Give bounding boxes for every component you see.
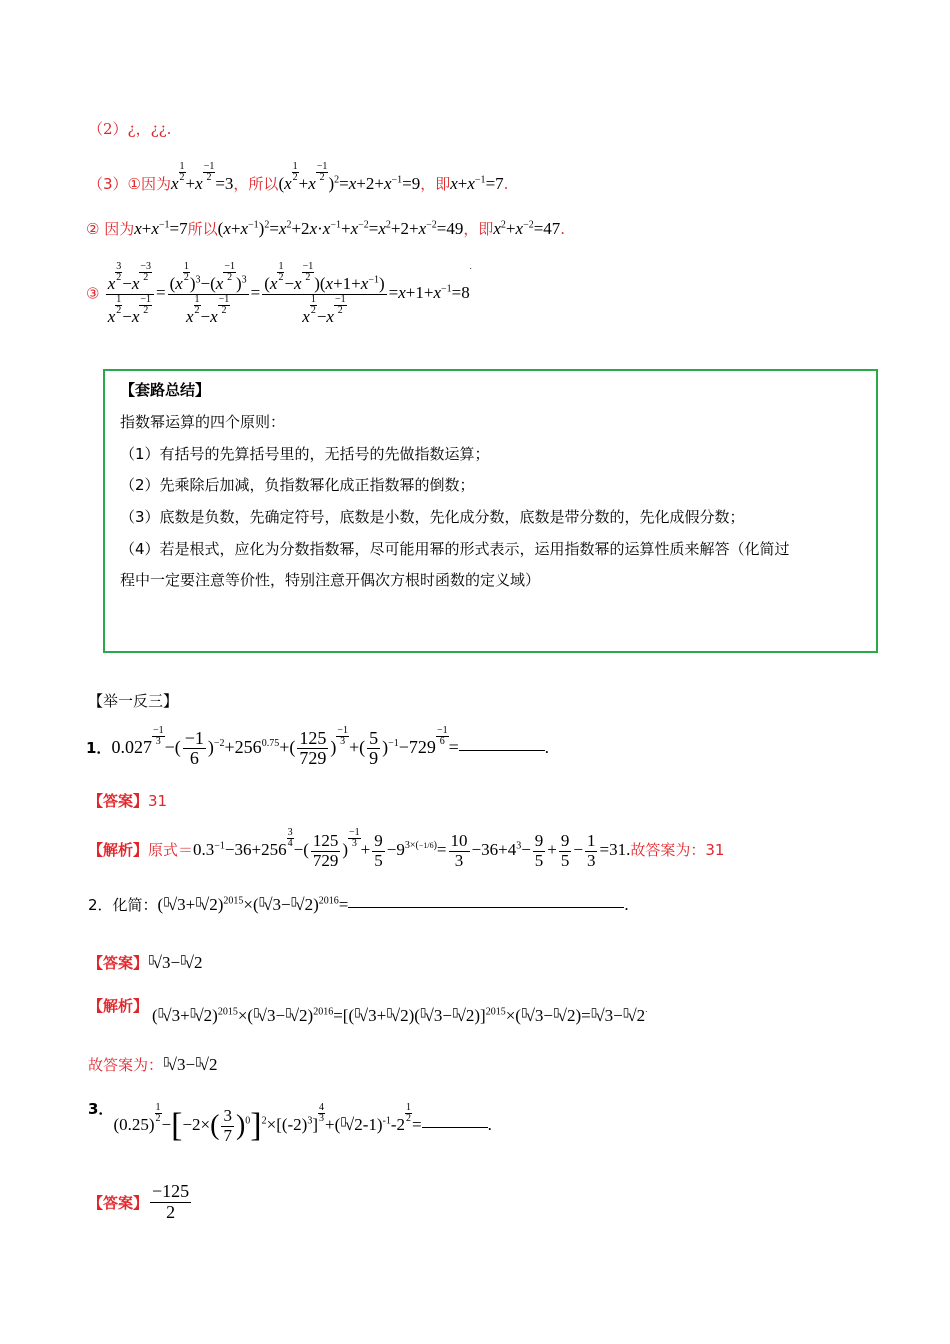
question-3-number: 3．: [88, 1100, 114, 1118]
question-1: 1．0.027 $\frac{-1}{3}$ −( $\frac{-1}{6}$ )$^{-2}+256^{0.75}+$( $\frac{125}{729}$ ) $\frac{-1}{3}$ +( $\frac{5}{9}$ )$^{-1}$−729 $\frac{-1}{6}$ = .: [86, 725, 549, 769]
question-3-answer-denominator: 2: [166, 1201, 176, 1222]
question-2-conclusion-value: ▯√3−▯√2: [163, 1054, 218, 1074]
part-3-2-result: $x^2+x^{-2}=47$: [493, 219, 561, 238]
summary-rule-4a: （4）若是根式，应化为分数指数幂，尽可能用幂的形式表示，运用指数幂的运算性质来解答（化简过: [120, 540, 790, 558]
line-part-2: [88, 118, 171, 139]
question-3: 3．(0.25) $\frac{1}{2}$ −[−2×( $\frac{3}{7}$ )$^0]^2\times[(-2)^3]$ $\frac{4}{3}$ $+(^▯√2-1)^{-1}-2$ $\frac{1}{2}$ = .: [88, 1100, 492, 1145]
part-3-1-so: ，所以: [233, 175, 279, 193]
summary-intro: 指数幂运算的四个原则：: [120, 413, 286, 431]
summary-rule-4b: 程中一定要注意等价性，特别注意开偶次方根时函数的定义域）: [120, 571, 541, 589]
question-1-analysis-expression: $0.3^{-1}-36+256$ $\frac{3}{4}$ −( $\frac{125}{729}$ ) $\frac{-1}{3}$ + $\frac{9}{5}$ $-9^{3\times(-1/6)}=$ $\frac{10}{3}$ $-36+4^3-$ $\frac{9}{5}$ + $\frac{9}{5}$ − $\frac{1}{3}$ =31.: [193, 827, 631, 870]
question-2-analysis-label: 【解析】: [88, 997, 149, 1015]
question-1-analysis-prefix: 原式＝: [148, 841, 194, 859]
question-1-analysis-label: 【解析】: [88, 841, 149, 859]
question-1-analysis-suffix: 故答案为：31: [630, 841, 725, 859]
part-3-2-result-label: ，即: [463, 220, 494, 238]
line-part-3-3: ③ x $\frac{3}{2}$ −x $\frac{-3}{2}$ x $\frac{1}{2}$ −x $\frac{-1}{2}$ = (x $\frac{1}{2}$ )$^3$−(x $\frac{-1}{2}$ )$^3$ x $\frac{1}{2}$ −x $\frac{-1}{2}$ = (x $\frac{1}{2}$ −x $\frac{-1}{2}$ )$(x+1+x^{-1})$ x $\frac{1}{2}$ −x $\frac{-1}{2}$ $=x+1+x^{-1}=8^.$: [86, 261, 472, 326]
part-3-1-given: x $\frac{1}{2}$ +x $\frac{-1}{2}$ =3: [171, 161, 234, 193]
question-2-number: 2．化简：: [88, 896, 158, 914]
summary-box: [103, 369, 878, 653]
summary-rule-2: （2）先乘除后加减，负指数幂化成正指数幂的倒数；: [120, 476, 475, 494]
question-1-blank: [459, 749, 545, 751]
part-3-2-so: 所以: [187, 220, 218, 238]
question-1-answer-value: 31: [148, 792, 168, 810]
summary-rule-3: （3）底数是负数，先确定符号，底数是小数，先化成分数，底数是带分数的，先化成假分数；: [120, 508, 745, 526]
part-3-2-given: $x+x^{-1}=7$: [134, 219, 188, 238]
question-1-analysis: [88, 828, 724, 870]
part-3-2-label: ② 因为: [86, 220, 135, 238]
question-2-analysis: [88, 995, 148, 1021]
question-2-conclusion-label: 故答案为：: [88, 1056, 164, 1074]
question-2-expression: $(^▯√3+^▯√2)^{2015}\times(^▯√3-^▯√2)^{2016}=$: [157, 894, 349, 914]
part-3-1-label: （3）①因为: [88, 175, 171, 193]
question-3-answer-fraction: [150, 1182, 191, 1223]
question-3-answer-numerator: −125: [152, 1181, 190, 1201]
question-3-answer: [88, 1182, 193, 1223]
summary-title: 【套路总结】: [120, 381, 211, 399]
question-2-blank: [348, 906, 624, 908]
line-part-3-2: ② 因为$x+x^{-1}=7$所以$(x+x^{-1})^2=x^2+2x\cdot x^{-1}+x^{-2}=x^2+2+x^{-2}=49$，即$x^2+x^{-2}=47$.: [86, 219, 566, 238]
line-part-3-1: （3）①因为x $\frac{1}{2}$ +x $\frac{-1}{2}$ =3，所以(x $\frac{1}{2}$ +x $\frac{-1}{2}$ )$^2=x+2+x^{-1}=9$，即$x+x^{-1}=7$.: [88, 161, 509, 193]
question-3-answer-label: 【答案】: [88, 1193, 149, 1212]
question-2-conclusion: [88, 1054, 218, 1075]
part-3-3-label: ③: [86, 284, 100, 303]
part-3-1-result: $x+x^{-1}=7$: [450, 174, 504, 193]
part-3-2-square: $(x+x^{-1})^2=x^2+2x\cdot x^{-1}+x^{-2}=x^2+2+x^{-2}=49$: [217, 219, 464, 238]
summary-rule-1: （1）有括号的先算括号里的，无括号的先做指数运算；: [120, 445, 490, 463]
question-1-answer-label: 【答案】: [88, 792, 149, 810]
question-3-expression: (0.25) $\frac{1}{2}$ −[−2×( $\frac{3}{7}$ )$^0]^2\times[(-2)^3]$ $\frac{4}{3}$ $+(^▯√2-1)^{-1}-2$ $\frac{1}{2}$ =: [113, 1102, 422, 1145]
question-3-blank: [422, 1126, 488, 1128]
question-2: 2．化简：$(^▯√3+^▯√2)^{2015}\times(^▯√3-^▯√2)^{2016}=$ .: [88, 894, 629, 914]
line-part-2-text: （2）¿，¿¿.: [88, 120, 172, 138]
part-3-1-square: (x $\frac{1}{2}$ +x $\frac{-1}{2}$ )$^2=x+2+x^{-1}=9$: [278, 161, 421, 193]
part-3-1-result-label: ，即: [420, 175, 451, 193]
question-2-answer: [88, 952, 203, 973]
question-2-answer-label: 【答案】: [88, 954, 149, 972]
practice-heading: 【举一反三】: [88, 692, 179, 710]
question-1-number: 1．: [86, 739, 112, 757]
question-2-analysis-expression: $(^▯√3+^▯√2)^{2015}\times(^▯√3-^▯√2)^{2016}=[(^▯√3+^▯√2)(^▯√3-^▯√2)]^{2015}\times(^▯√3-^▯√2)=^▯√3-^▯√2^.$: [152, 1005, 648, 1025]
question-1-expression: 0.027 $\frac{-1}{3}$ −( $\frac{-1}{6}$ )$^{-2}+256^{0.75}+$( $\frac{125}{729}$ ) $\frac{-1}{3}$ +( $\frac{5}{9}$ )$^{-1}$−729 $\frac{-1}{6}$ =: [111, 725, 459, 769]
question-1-answer: [88, 790, 167, 811]
question-2-answer-value: ▯√3−▯√2: [148, 952, 203, 972]
